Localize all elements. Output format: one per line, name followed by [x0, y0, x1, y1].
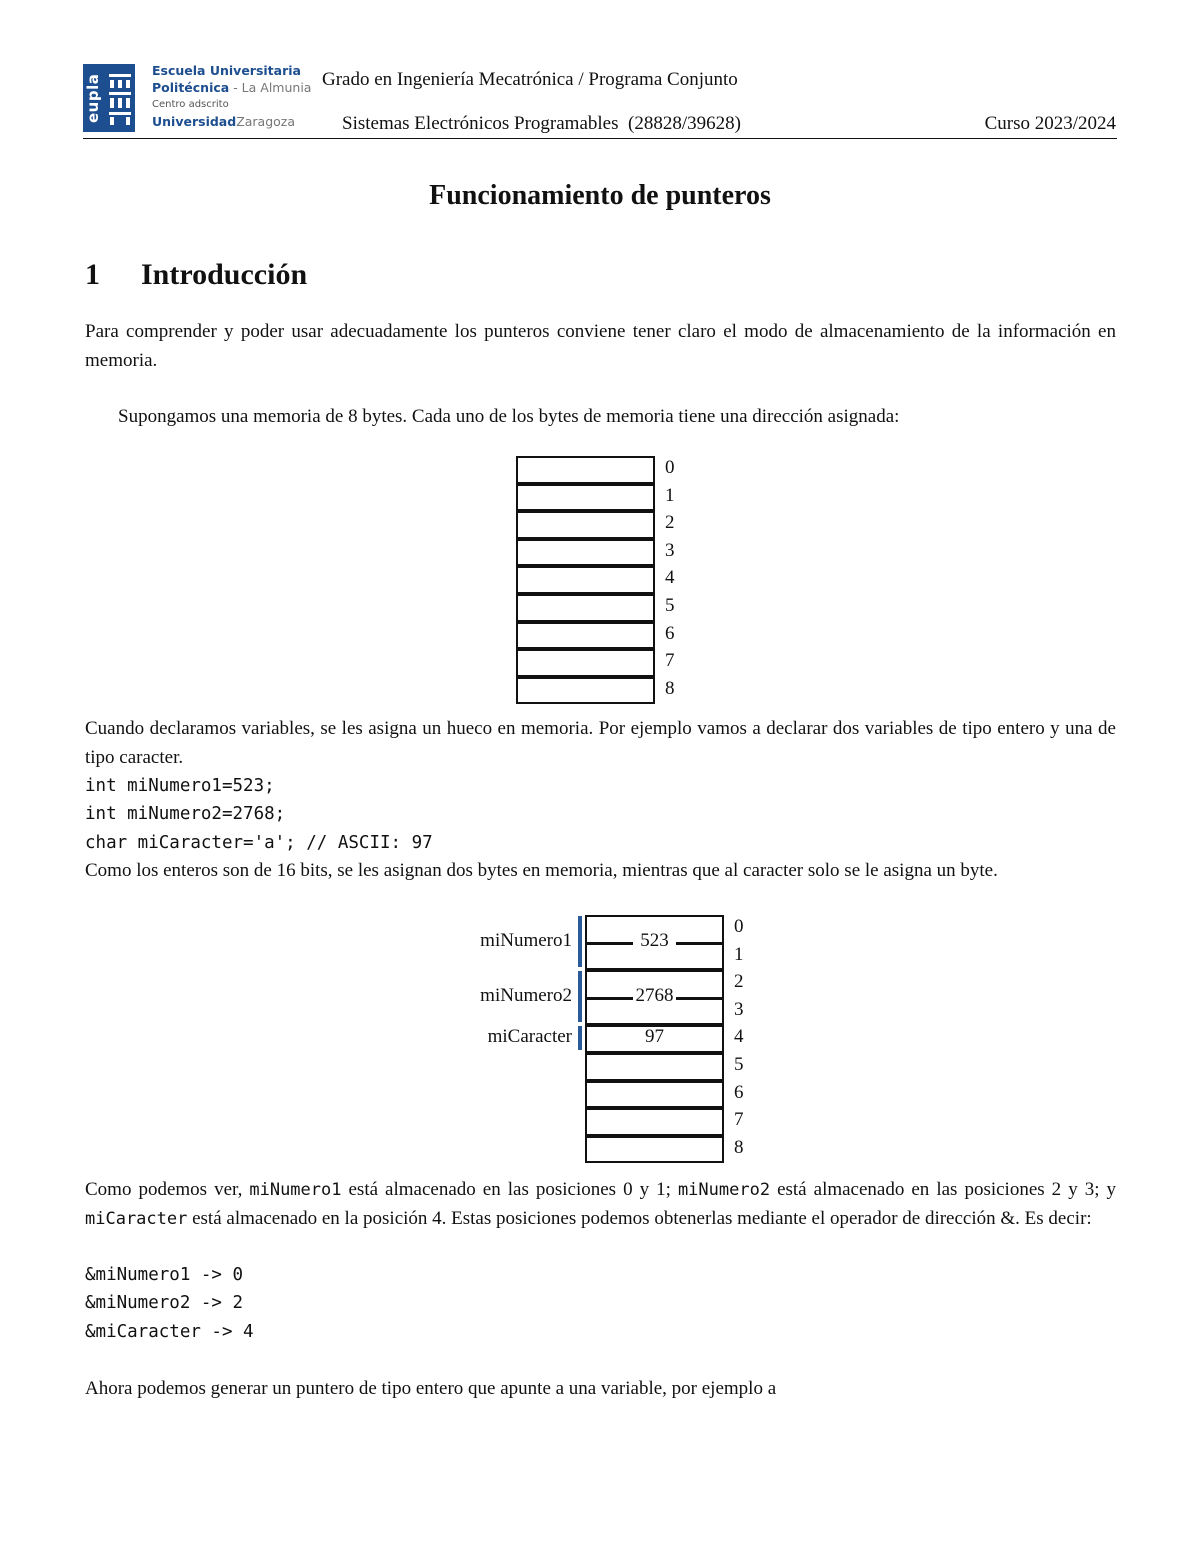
memory-cell: [516, 456, 655, 484]
header-course-name: Sistemas Electrónicos Programables (28828/39628): [342, 113, 741, 134]
address-label: 5: [665, 595, 675, 616]
section-number: 1: [85, 258, 100, 291]
memory-cell: [516, 484, 655, 512]
variable-value: 523: [640, 929, 669, 951]
paragraph-pointer: Ahora podemos generar un puntero de tipo entero que apunte a una variable, por ejemplo a: [85, 1378, 777, 1399]
paragraph-declare: Cuando declaramos variables, se les asigna un hueco en memoria. Por ejemplo vamos a declarar dos variables de tipo entero y una de tipo caracter.: [85, 718, 1116, 768]
memory-cell: [516, 649, 655, 677]
variable-label: miNumero2: [480, 984, 572, 1006]
memory-cell: [516, 594, 655, 622]
paragraph-positions: [85, 1176, 1116, 1233]
header-divider: [83, 138, 1117, 139]
header-program: Grado en Ingeniería Mecatrónica / Programa Conjunto: [322, 69, 738, 90]
building-icon: [107, 70, 133, 126]
address-label: 3: [734, 998, 744, 1020]
text-span: Como podemos ver,: [85, 1179, 250, 1200]
code-span: miCaracter: [85, 1208, 188, 1229]
logo-school-type: Politécnica: [152, 80, 230, 95]
paragraph-int-size: Como los enteros son de 16 bits, se les asignan dos bytes en memoria, mientras que al caracter solo se le asigna un byte.: [85, 860, 998, 881]
address-label: 7: [665, 650, 675, 672]
address-label: 0: [665, 457, 675, 478]
variable-bracket: [578, 971, 582, 1022]
text-span: está almacenado en las posiciones 2 y 3; y: [770, 1179, 1117, 1200]
text-span: está almacenado en las posiciones 0 y 1;: [341, 1179, 678, 1200]
code-line: &miNumero2 -> 2: [85, 1293, 244, 1313]
logo-affiliation: Centro adscrito: [152, 99, 229, 110]
header-course-year: Curso 2023/2024: [984, 113, 1116, 134]
address-label: 6: [665, 622, 675, 644]
memory-cell: [516, 511, 655, 539]
logo-city: Zaragoza: [236, 114, 296, 129]
variable-bracket: [578, 1026, 582, 1050]
code-line: &miNumero1 -> 0: [85, 1265, 244, 1285]
memory-cell: [516, 622, 655, 650]
memory-cell: [516, 677, 655, 705]
memory-cell: [516, 566, 655, 594]
address-label: 8: [734, 1136, 744, 1158]
address-label: 3: [665, 539, 675, 561]
code-line: &miCaracter -> 4: [85, 1322, 254, 1342]
code-span: miNumero1: [249, 1180, 342, 1200]
memory-cell: [585, 1108, 724, 1136]
address-label: 7: [734, 1109, 744, 1131]
paragraph-memory: Supongamos una memoria de 8 bytes. Cada uno de los bytes de memoria tiene una dirección asignada:: [118, 406, 900, 427]
document-title: Funcionamiento de punteros: [429, 180, 771, 211]
memory-cell: [516, 539, 655, 567]
code-line: char miCaracter='a'; // ASCII: 97: [85, 833, 433, 853]
logo-school-name: Escuela Universitaria: [152, 63, 301, 78]
code-line: int miNumero2=2768;: [85, 804, 286, 824]
section-heading: [85, 258, 307, 292]
address-label: 4: [665, 567, 675, 589]
variable-label: miCaracter: [487, 1026, 572, 1048]
variable-label: miNumero1: [480, 929, 572, 951]
variable-value: 2768: [635, 984, 674, 1006]
text-span: está almacenado en la posición 4. Estas posiciones podemos obtenerlas mediante el operador de dirección &. Es decir:: [187, 1207, 1092, 1229]
section-title: Introducción: [141, 258, 308, 291]
logo-location: - La Almunia: [233, 80, 312, 95]
logo-university: Universidad: [152, 114, 237, 129]
memory-cell: [585, 1136, 724, 1164]
address-label: 8: [665, 677, 675, 699]
logo-text: [152, 62, 311, 130]
variable-bracket: [578, 916, 582, 967]
address-label: 4: [734, 1026, 744, 1048]
memory-cell: [585, 1081, 724, 1109]
code-span: miNumero2: [677, 1180, 771, 1200]
address-label: 2: [734, 971, 744, 993]
variable-value: 97: [645, 1026, 664, 1048]
address-label: 2: [665, 512, 675, 534]
address-label: 6: [734, 1081, 744, 1103]
address-label: 0: [734, 916, 744, 937]
memory-cell: [585, 1053, 724, 1081]
address-label: 1: [734, 943, 744, 965]
paragraph-intro: Para comprender y poder usar adecuadamente los punteros conviene tener claro el modo de almacenamiento de la información en memoria.: [85, 321, 1116, 371]
logo-word: eupla: [84, 73, 102, 123]
eupla-logo: [83, 64, 135, 132]
code-line: int miNumero1=523;: [85, 776, 275, 796]
address-label: 1: [665, 484, 675, 506]
address-label: 5: [734, 1054, 744, 1075]
